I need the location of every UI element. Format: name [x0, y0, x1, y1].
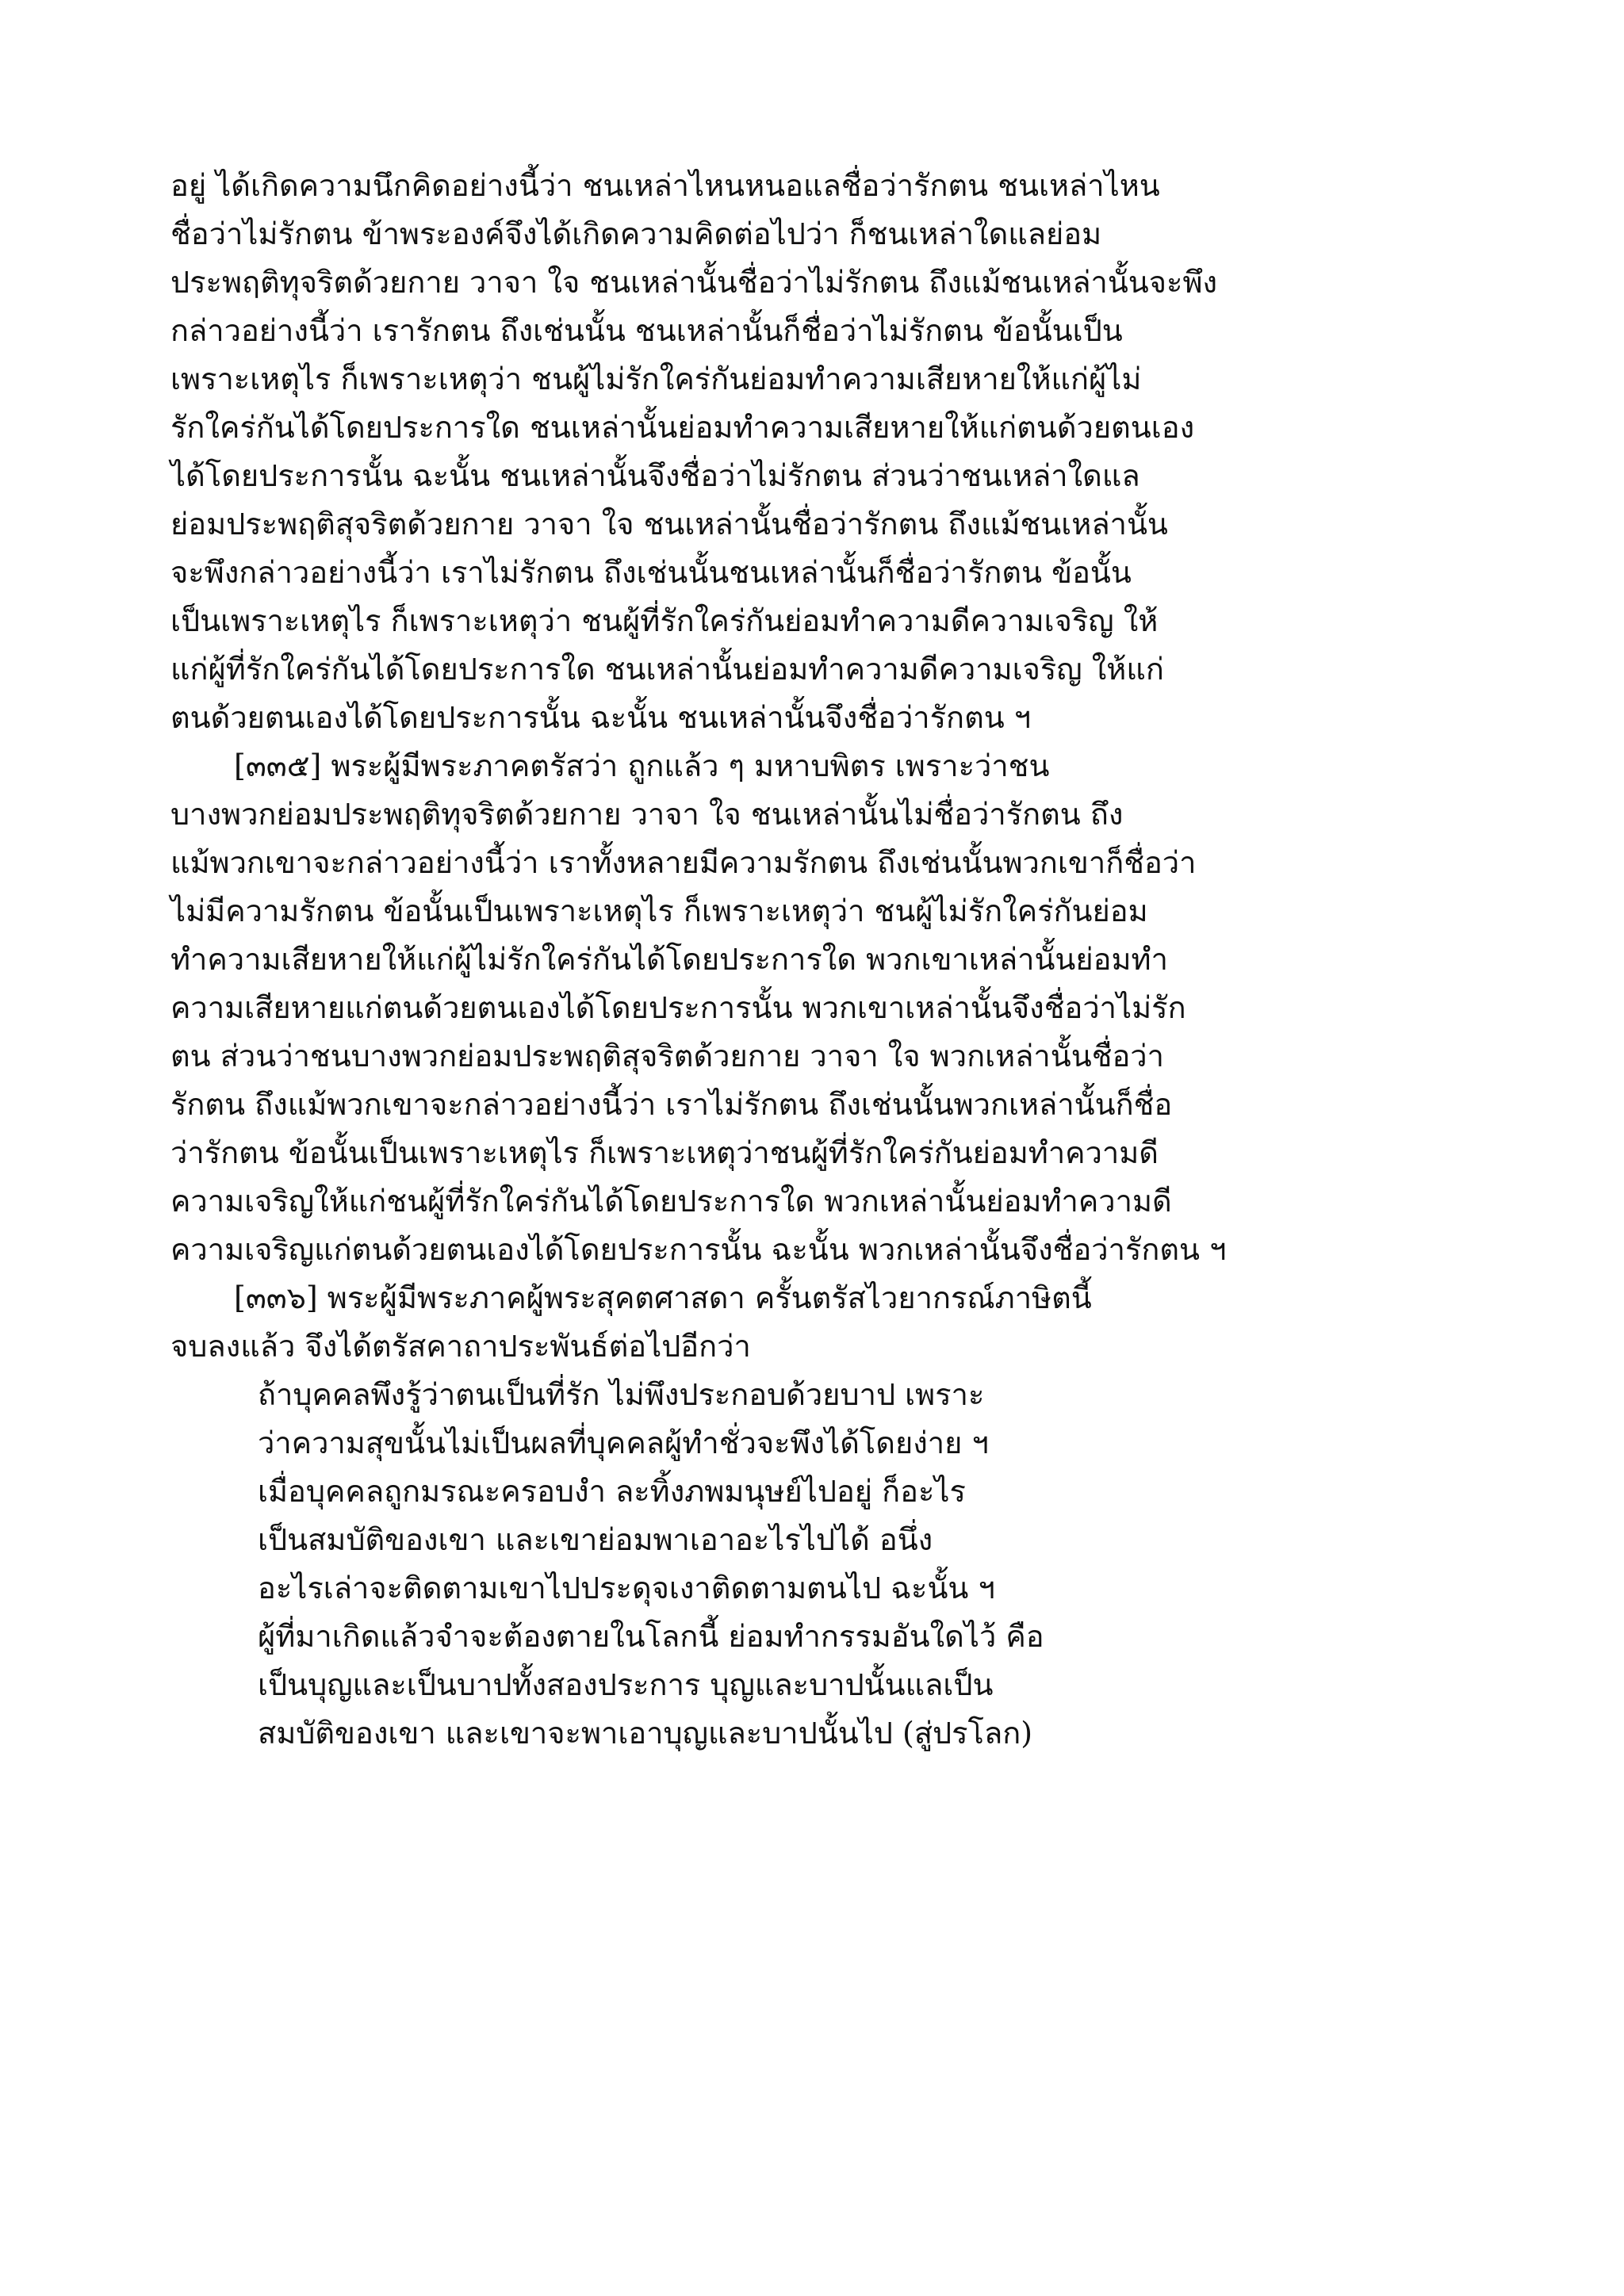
text-line: เพราะเหตุไร ก็เพราะเหตุว่า ชนผู้ไม่รักใคร่กันย่อมทำความเสียหายให้แก่ผู้ไม่: [170, 362, 1142, 396]
text-line: แม้พวกเขาจะกล่าวอย่างนี้ว่า เราทั้งหลายมีความรักตน ถึงเช่นนั้นพวกเขาก็ชื่อว่า: [170, 845, 1197, 880]
verse-line: สมบัติของเขา และเขาจะพาเอาบุญและบาปนั้นไป (สู่ปรโลก): [258, 1716, 1033, 1751]
verse-line: เป็นบุญและเป็นบาปทั้งสองประการ บุญและบาปนั้นแลเป็น: [258, 1667, 994, 1702]
text-line: จบลงแล้ว จึงได้ตรัสคาถาประพันธ์ต่อไปอีกว่า: [170, 1329, 751, 1364]
text-line: ชื่อว่าไม่รักตน ข้าพระองค์จึงได้เกิดความคิดต่อไปว่า ก็ชนเหล่าใดแลย่อม: [170, 216, 1102, 251]
paragraph-335-start: [๓๓๕] พระผู้มีพระภาคตรัสว่า ถูกแล้ว ๆ มหาบพิตร เพราะว่าชน: [234, 748, 1050, 783]
text-line: บางพวกย่อมประพฤติทุจริตด้วยกาย วาจา ใจ ชนเหล่านั้นไม่ชื่อว่ารักตน ถึง: [170, 797, 1124, 832]
paragraph-336-start: [๓๓๖] พระผู้มีพระภาคผู้พระสุคตศาสดา ครั้นตรัสไวยากรณ์ภาษิตนี้: [234, 1280, 1092, 1315]
text-line: ความเจริญแก่ตนด้วยตนเองได้โดยประการนั้น ฉะนั้น พวกเหล่านั้นจึงชื่อว่ารักตน ฯ: [170, 1232, 1227, 1267]
verse-line: อะไรเล่าจะติดตามเขาไปประดุจเงาติดตามตนไป ฉะนั้น ฯ: [258, 1571, 995, 1605]
text-line: ความเจริญให้แก่ชนผู้ที่รักใคร่กันได้โดยประการใด พวกเหล่านั้นย่อมทำความดี: [170, 1184, 1172, 1219]
text-line: รักตน ถึงแม้พวกเขาจะกล่าวอย่างนี้ว่า เราไม่รักตน ถึงเช่นนั้นพวกเหล่านั้นก็ชื่อ: [170, 1087, 1173, 1122]
text-line: ประพฤติทุจริตด้วยกาย วาจา ใจ ชนเหล่านั้นชื่อว่าไม่รักตน ถึงแม้ชนเหล่านั้นจะพึง: [170, 265, 1218, 300]
text-line: ย่อมประพฤติสุจริตด้วยกาย วาจา ใจ ชนเหล่านั้นชื่อว่ารักตน ถึงแม้ชนเหล่านั้น: [170, 507, 1168, 541]
verse-line: เมื่อบุคคลถูกมรณะครอบงำ ละทิ้งภพมนุษย์ไปอยู่ ก็อะไร: [258, 1474, 966, 1509]
text-line: ตนด้วยตนเองได้โดยประการนั้น ฉะนั้น ชนเหล่านั้นจึงชื่อว่ารักตน ฯ: [170, 700, 1032, 735]
text-line: จะพึงกล่าวอย่างนี้ว่า เราไม่รักตน ถึงเช่นนั้นชนเหล่านั้นก็ชื่อว่ารักตน ข้อนั้น: [170, 555, 1132, 590]
text-line: ทำความเสียหายให้แก่ผู้ไม่รักใคร่กันได้โดยประการใด พวกเขาเหล่านั้นย่อมทำ: [170, 942, 1168, 977]
text-line: ไม่มีความรักตน ข้อนั้นเป็นเพราะเหตุไร ก็เพราะเหตุว่า ชนผู้ไม่รักใคร่กันย่อม: [170, 894, 1148, 928]
text-line: เป็นเพราะเหตุไร ก็เพราะเหตุว่า ชนผู้ที่รักใคร่กันย่อมทำความดีความเจริญ ให้: [170, 603, 1159, 638]
text-line: กล่าวอย่างนี้ว่า เรารักตน ถึงเช่นนั้น ชนเหล่านั้นก็ชื่อว่าไม่รักตน ข้อนั้นเป็น: [170, 313, 1123, 348]
verse-line: เป็นสมบัติของเขา และเขาย่อมพาเอาอะไรไปได้ อนึ่ง: [258, 1522, 933, 1557]
text-line: ได้โดยประการนั้น ฉะนั้น ชนเหล่านั้นจึงชื่อว่าไม่รักตน ส่วนว่าชนเหล่าใดแล: [170, 458, 1140, 493]
text-line: ความเสียหายแก่ตนด้วยตนเองได้โดยประการนั้น พวกเขาเหล่านั้นจึงชื่อว่าไม่รัก: [170, 990, 1186, 1025]
text-line: รักใคร่กันได้โดยประการใด ชนเหล่านั้นย่อมทำความเสียหายให้แก่ตนด้วยตนเอง: [170, 410, 1195, 445]
verse-line: ผู้ที่มาเกิดแล้วจำจะต้องตายในโลกนี้ ย่อมทำกรรมอันใดไว้ คือ: [258, 1619, 1044, 1654]
text-line: อยู่ ได้เกิดความนึกคิดอย่างนี้ว่า ชนเหล่าไหนหนอแลชื่อว่ารักตน ชนเหล่าไหน: [170, 168, 1160, 203]
verse-line: ถ้าบุคคลพึงรู้ว่าตนเป็นที่รัก ไม่พึงประกอบด้วยบาป เพราะ: [258, 1377, 985, 1412]
text-line: แก่ผู้ที่รักใคร่กันได้โดยประการใด ชนเหล่านั้นย่อมทำความดีความเจริญ ให้แก่: [170, 652, 1164, 687]
verse-line: ว่าความสุขนั้นไม่เป็นผลที่บุคคลผู้ทำชั่วจะพึงได้โดยง่าย ฯ: [258, 1425, 989, 1460]
text-line: ว่ารักตน ข้อนั้นเป็นเพราะเหตุไร ก็เพราะเหตุว่าชนผู้ที่รักใคร่กันย่อมทำความดี: [170, 1135, 1159, 1170]
text-line: ตน ส่วนว่าชนบางพวกย่อมประพฤติสุจริตด้วยกาย วาจา ใจ พวกเหล่านั้นชื่อว่า: [170, 1039, 1164, 1073]
